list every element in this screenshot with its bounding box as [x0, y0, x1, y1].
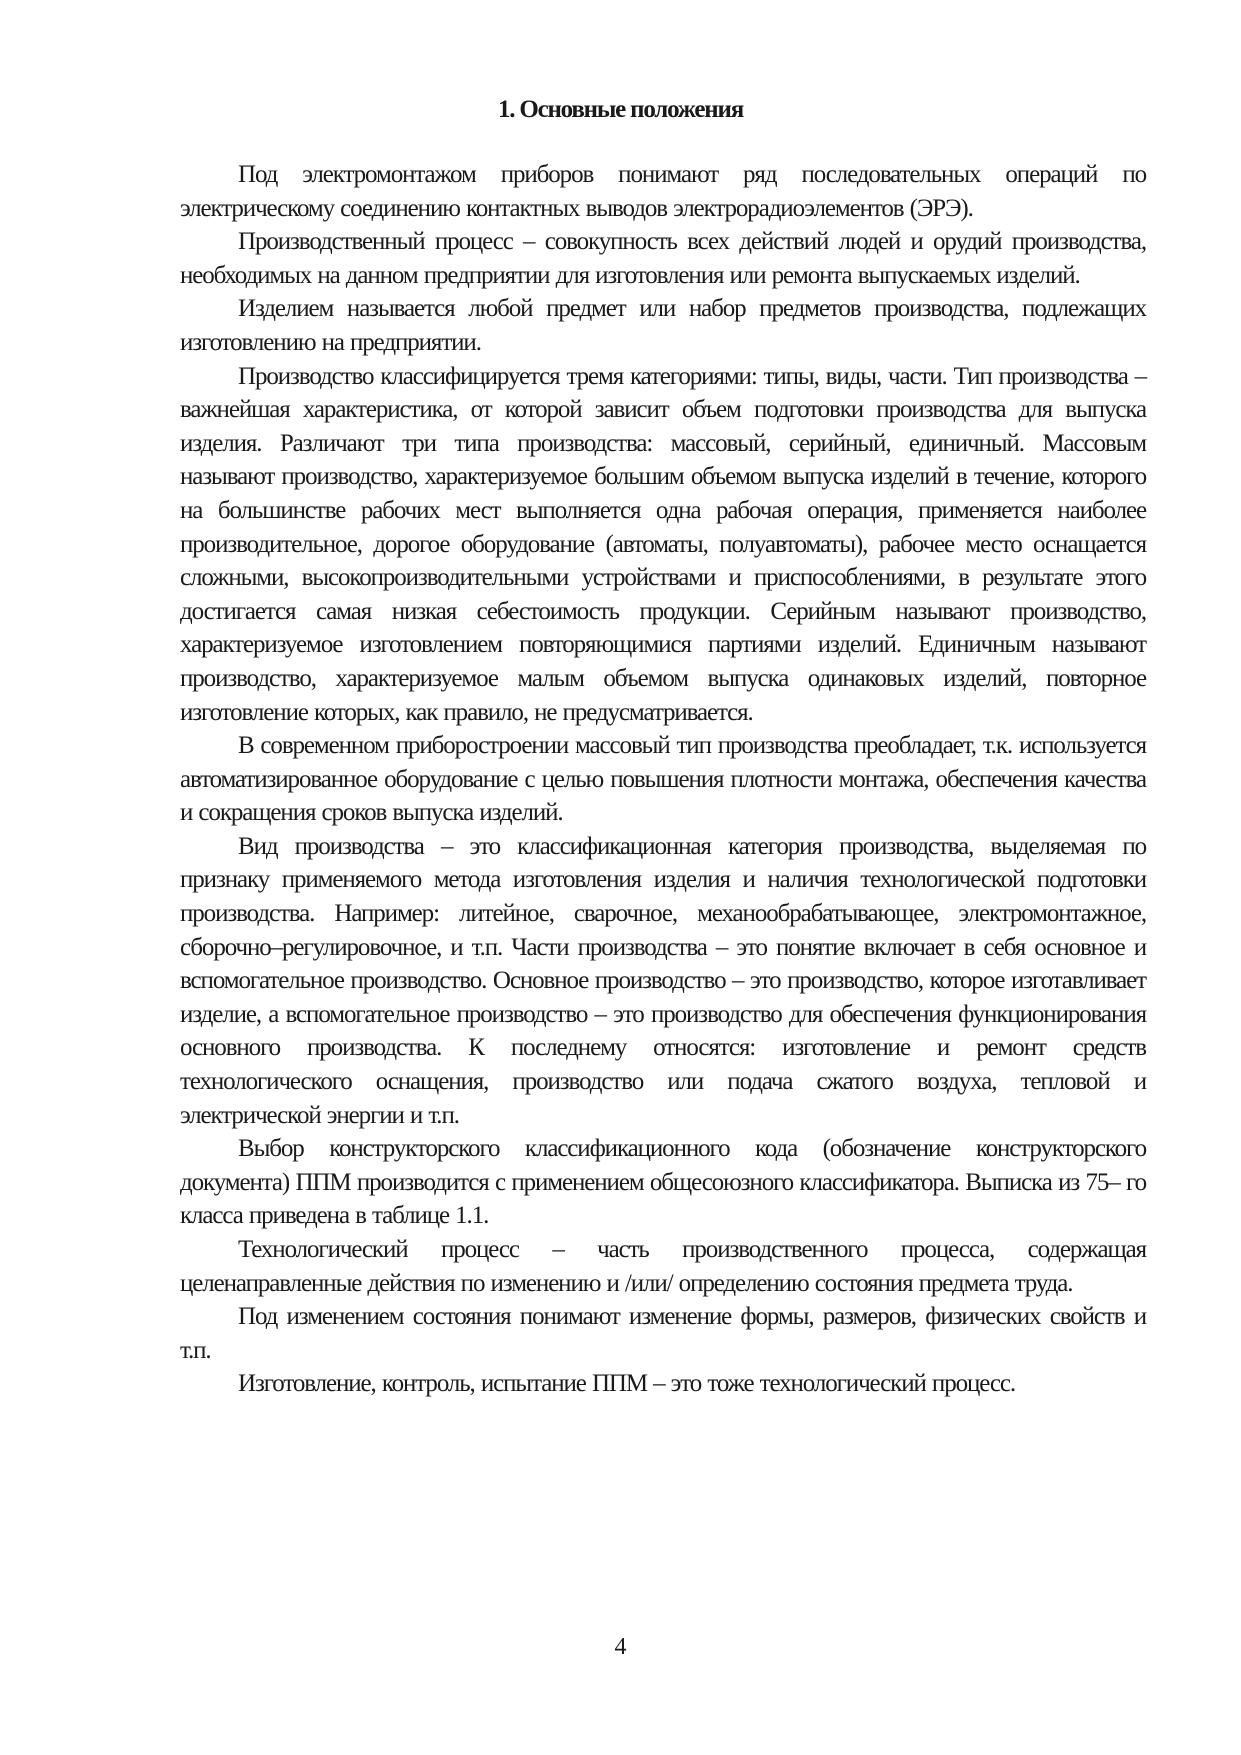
paragraph: Изделием называется любой предмет или набор предметов производства, подлежащих изготовлению на предприятии.: [180, 295, 1146, 356]
paragraph: Выбор конструкторского классификационного кода (обозначение конструкторского документа) ППМ производится с применением общесоюзного классификатора. Выписка из 75– го класса приведена в таблице 1.1.: [180, 1135, 1146, 1230]
paragraph: Под изменением состояния понимают изменение формы, размеров, физических свойств и т.п.: [180, 1303, 1146, 1364]
body-text: [180, 158, 1146, 1401]
paragraph: Вид производства – это классификационная категория производства, выделяемая по признаку применяемого метода изготовления изделия и наличия технологической подготовки производства. Например: литейное, сварочное, механообрабатывающее, электромонтажное, сборочно–регулировочное, и т.п. Части производства – это понятие включает в себя основное и вспомогательное производство. Основное производство – это производство, которое изготавливает изделие, а вспомогательное производство – это производство для обеспечения функционирования основного производства. К последнему относятся: изготовление и ремонт средств технологического оснащения, производство или подача сжатого воздуха, тепловой и электрической энергии и т.п.: [180, 832, 1146, 1129]
paragraph: Производственный процесс – совокупность всех действий людей и орудий производства, необходимых на данном предприятии для изготовления или ремонта выпускаемых изделий.: [180, 228, 1146, 289]
paragraph: Производство классифицируется тремя категориями: типы, виды, части. Тип производства – важнейшая характеристика, от которой зависит объем подготовки производства для выпуска изделия. Различают три типа производства: массовый, серийный, единичный. Массовым называют производство, характеризуемое большим объемом выпуска изделий в течение, которого на большинстве рабочих мест выполняется одна рабочая операция, применяется наиболее производительное, дорогое оборудование (автоматы, полуавтоматы), рабочее место оснащается сложными, высокопроизводительными устройствами и приспособлениями, в результате этого достигается самая низкая себестоимость продукции. Серийным называют производство, характеризуемое изготовлением повторяющимися партиями изделий. Единичным называют производство, характеризуемое малым объемом выпуска одинаковых изделий, повторное изготовление которых, как правило, не предусматривается.: [180, 362, 1146, 726]
section-heading: 1. Основные положения: [497, 96, 744, 123]
paragraph: Под электромонтажом приборов понимают ряд последовательных операций по электрическому соединению контактных выводов электрорадиоэлементов (ЭРЭ).: [180, 161, 1146, 222]
paragraph: Технологический процесс – часть производственного процесса, содержащая целенаправленные действия по изменению и /или/ определению состояния предмета труда.: [180, 1236, 1146, 1297]
paragraph: Изготовление, контроль, испытание ППМ – это тоже технологический процесс.: [238, 1370, 1016, 1398]
paragraph: В современном приборостроении массовый тип производства преобладает, т.к. используется автоматизированное оборудование с целью повышения плотности монтажа, обеспечения качества и сокращения сроков выпуска изделий.: [180, 732, 1146, 827]
page-number: 4: [614, 1634, 627, 1660]
